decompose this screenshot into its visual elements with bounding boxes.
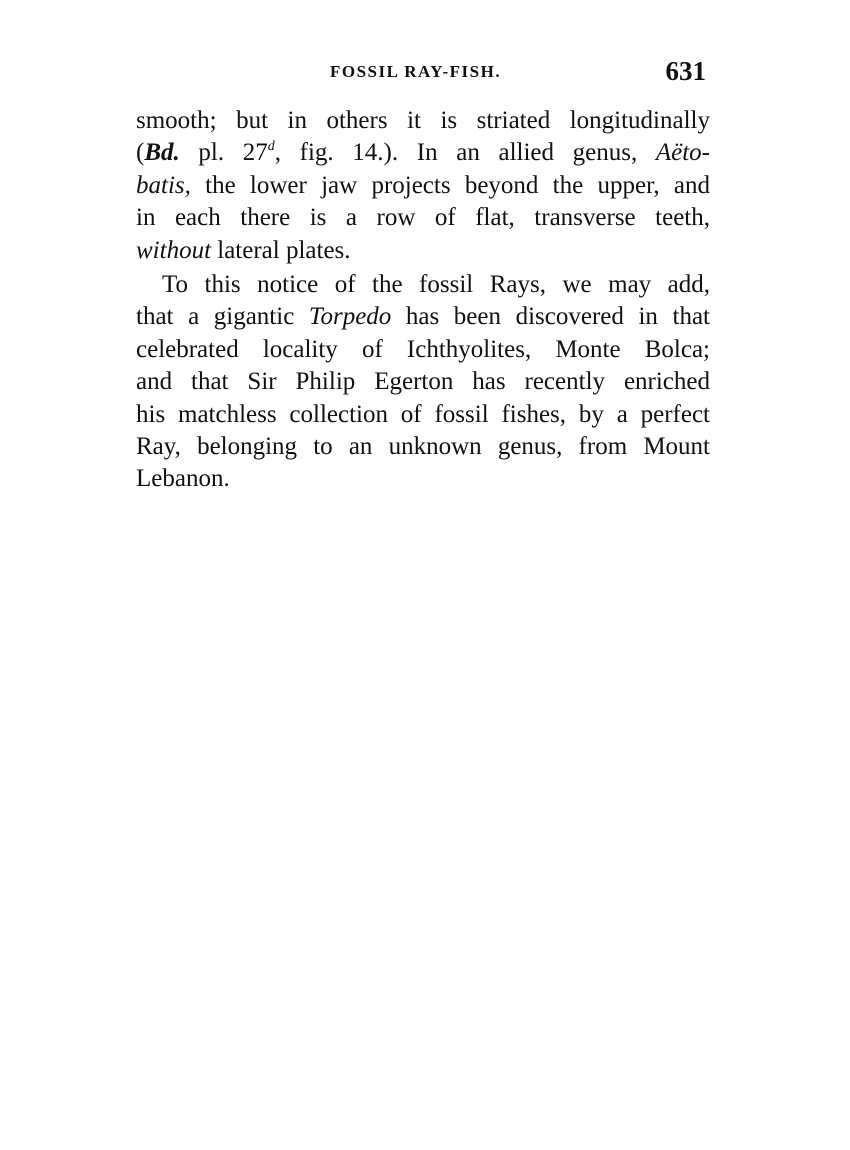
text-line (136, 235, 710, 267)
text-run: that a gigantic (136, 303, 309, 331)
text-line (136, 399, 710, 431)
body-text (136, 105, 710, 496)
text-line (136, 105, 710, 137)
running-title: FOSSIL RAY-FISH. (330, 62, 502, 81)
text-run: smooth; but in others it is striated longitudinally (136, 107, 710, 134)
text-line (136, 202, 710, 234)
text-run: without (136, 236, 212, 264)
text-run: the lower jaw projects beyond the upper, and (190, 171, 710, 199)
text-run: and that Sir Philip Egerton has recently enriched (136, 368, 710, 396)
text-run: ( (136, 139, 145, 167)
page-number: 631 (665, 56, 706, 86)
text-run: his matchless collection of fossil fishes, by a perfect (136, 400, 710, 428)
text-run: lateral plates. (211, 236, 351, 264)
text-run: To this notice of the fossil Rays, we may add, (162, 271, 710, 299)
text-run: Torpedo (308, 303, 392, 331)
text-run: Bd. (144, 139, 180, 167)
text-run: pl. 27 (179, 139, 268, 167)
text-line (136, 170, 710, 202)
text-run: in each there is a row of flat, transverse teeth, (136, 204, 710, 232)
text-run: , fig. 14.). In an allied genus, (274, 139, 656, 167)
text-run: batis, (136, 171, 191, 199)
text-run: has been discovered in that (391, 303, 710, 331)
text-run: Lebanon. (136, 465, 230, 493)
text-run: d (267, 139, 275, 155)
text-run: celebrated locality of Ichthyolites, Monte Bolca; (136, 335, 710, 363)
text-line (136, 137, 710, 169)
text-run: Aëto- (655, 139, 710, 167)
running-head (136, 56, 710, 92)
text-line (136, 269, 710, 301)
text-line (136, 334, 710, 366)
paragraph-1 (136, 105, 710, 267)
text-line (136, 431, 710, 463)
text-line (136, 301, 710, 333)
text-run: Ray, belonging to an unknown genus, from Mount (136, 433, 710, 461)
paragraph-2 (136, 269, 710, 496)
text-line (136, 463, 710, 495)
text-line (136, 366, 710, 398)
